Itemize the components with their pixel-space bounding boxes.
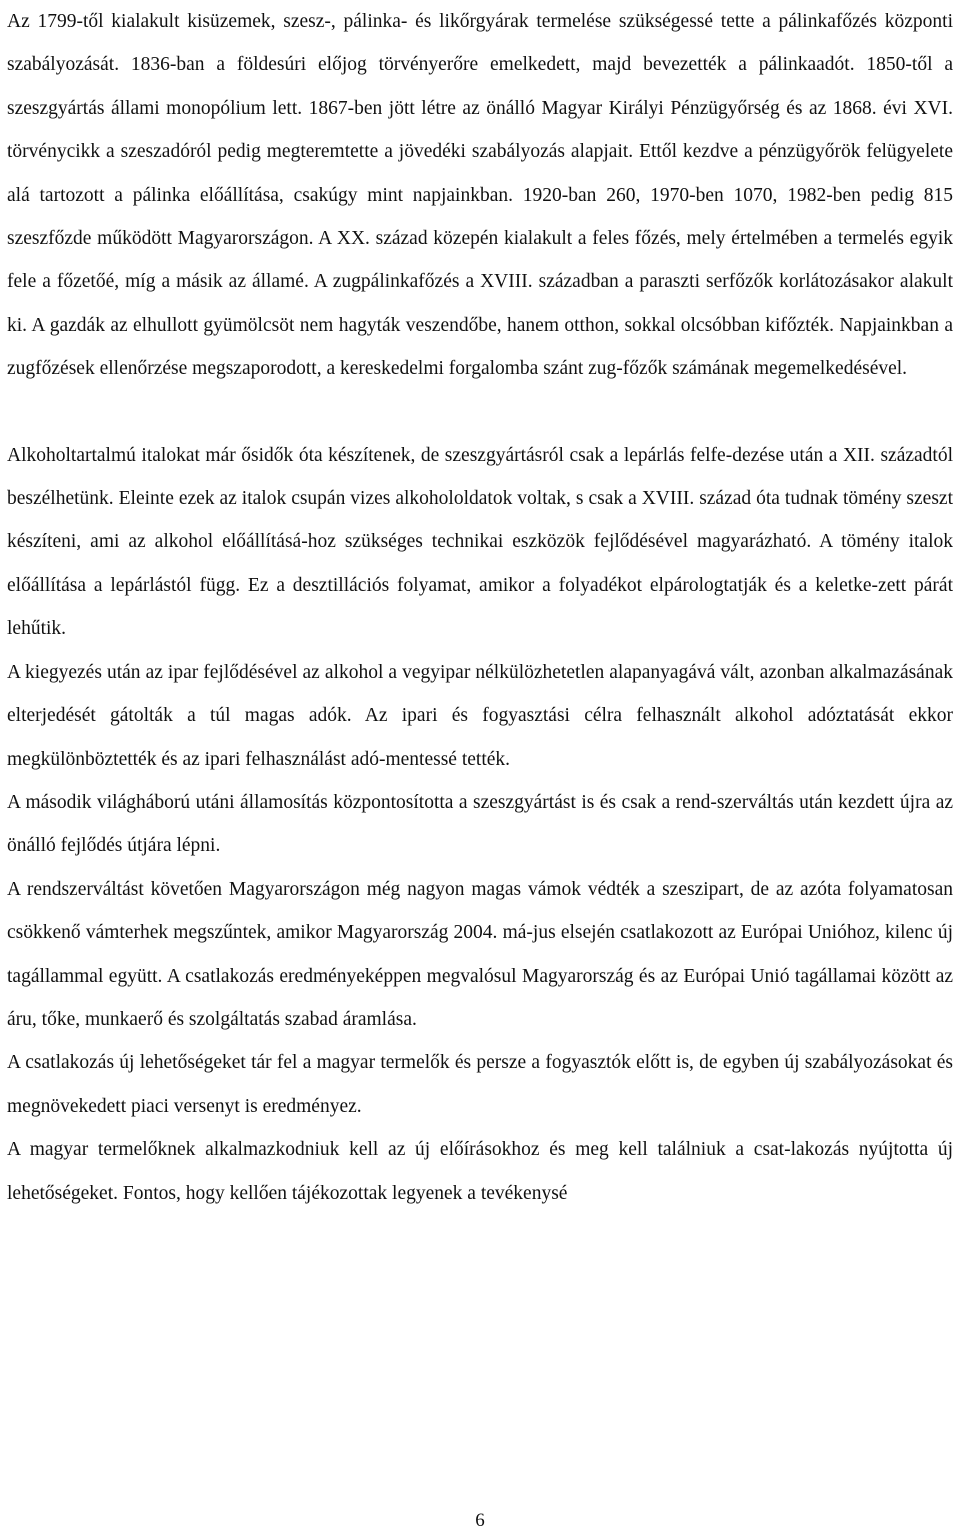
body-text	[7, 0, 953, 1215]
paragraph-eu-accession: A rendszerváltást követően Magyarországon még nagyon magas vámok védték a szeszipart, de az azóta folyamatosan csökkenő vámterhek megszűntek, amikor Magyarország 2004. má-jus elsején csatlakozott az Európai Unióhoz, kilenc új tagállammal együtt. A csatlakozás eredményeképpen megvalósul Magyarország és az Európai Unió tagállamai között az áru, tőke, munkaerő és szolgáltatás szabad áramlása.	[7, 878, 953, 1030]
paragraph-nationalization: A második világháború utáni államosítás központosította a szeszgyártást is és csak a rend-szerváltás után kezdett újra az önálló fejlődés útjára lépni.	[7, 791, 953, 857]
paragraph-history: Az 1799-től kialakult kisüzemek, szesz-, pálinka- és likőrgyárak termelése szükségessé tette a pálinkafőzés központi szabályozását. 1836-ban a földesúri előjog törvényerőre emelkedett, majd bevezették a pálinkaadót. 1850-től a szeszgyártás állami monopólium lett. 1867-ben jött létre az önálló Magyar Királyi Pénzügyőrség és az 1868. évi XVI. törvénycikk a szeszadóról pedig megteremtette a jövedéki szabályozás alapjait. Ettől kezdve a pénzügyőrök felügyelete alá tartozott a pálinka előállítása, csakúgy mint napjainkban. 1920-ban 260, 1970-ben 1070, 1982-ben pedig 815 szeszfőzde működött Magyarországon. A XX. század közepén kialakult a feles főzés, mely értelmében a termelés egyik fele a főzetőé, míg a másik az államé. A zugpálinkafőzés a XVIII. században a paraszti serfőzők korlátozásakor alakult ki. A gazdák az elhullott gyümölcsöt nem hagyták veszendőbe, hanem otthon, sokkal olcsóbban kifőzték. Napjainkban a zugfőzések ellenőrzése megszaporodott, a kereskedelmi forgalomba szánt zug-főzők számának megemelkedésével.	[7, 11, 953, 380]
paragraph-gap	[7, 391, 953, 434]
paragraph-compromise: A kiegyezés után az ipar fejlődésével az alkohol a vegyipar nélkülözhetetlen alapanyagává vált, azonban alkalmazásának elterjedését gátolták a túl magas adók. Az ipari és fogyasztási célra felhasznált alkohol adóztatását ekkor megkülönböztették és az ipari felhasználást adó-mentessé tették.	[7, 661, 953, 770]
paragraph-distilling: Alkoholtartalmú italokat már ősidők óta készítenek, de szeszgyártásról csak a lepárlás felfe-dezése után a XII. századtól beszélhetünk. Eleinte ezek az italok csupán vizes alkohololdatok voltak, s csak a XVIII. század óta tudnak tömény szeszt készíteni, ami az alkohol előállításá-hoz szükséges technikai eszközök fejlődésével magyarázható. A tömény italok előállítása a lepárlástól függ. Ez a desztillációs folyamat, amikor a folyadékot elpárologtatják és a keletke-zett párát lehűtik.	[7, 444, 953, 640]
paragraph-adaptation: A magyar termelőknek alkalmazkodniuk kell az új előírásokhoz és meg kell találniuk a csat-lakozás nyújtotta új lehetőségeket. Fontos, hogy kellően tájékozottak legyenek a tevékenysé	[7, 1139, 953, 1204]
paragraph-opportunities: A csatlakozás új lehetőségeket tár fel a magyar termelők és persze a fogyasztók előtt is, de egyben új szabályozásokat és megnövekedett piaci versenyt is eredményez.	[7, 1052, 953, 1117]
page-number: 6	[475, 1510, 485, 1531]
